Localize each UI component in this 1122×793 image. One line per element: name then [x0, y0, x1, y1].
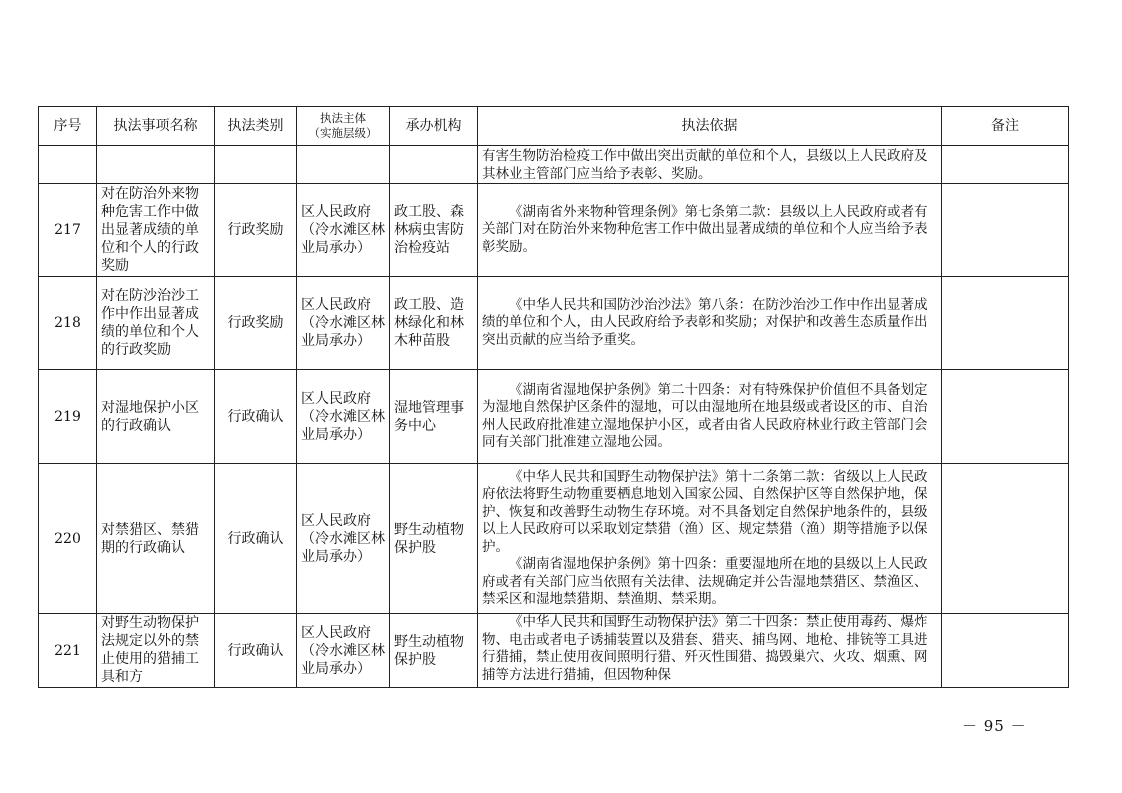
cell-basis — [478, 370, 942, 464]
header-org: 承办机构 — [390, 107, 478, 146]
cell-remark — [942, 146, 1069, 184]
cell-category: 行政确认 — [215, 614, 297, 688]
cell-org: 野生动植物保护股 — [390, 614, 478, 688]
cell-name: 对禁猎区、禁猎期的行政确认 — [97, 464, 215, 614]
cell-seq — [39, 146, 97, 184]
cell-category: 行政奖励 — [215, 184, 297, 277]
cell-basis — [478, 184, 942, 277]
table-row — [39, 464, 1069, 614]
cell-seq: 220 — [39, 464, 97, 614]
cell-body: 区人民政府（冷水滩区林业局承办） — [297, 614, 390, 688]
cell-org — [390, 146, 478, 184]
cell-basis — [478, 277, 942, 370]
cell-category: 行政确认 — [215, 370, 297, 464]
cell-body: 区人民政府（冷水滩区林业局承办） — [297, 184, 390, 277]
cell-name: 对野生动物保护法规定以外的禁止使用的猎捕工具和方 — [97, 614, 215, 688]
header-body — [297, 107, 390, 146]
cell-name: 对湿地保护小区的行政确认 — [97, 370, 215, 464]
cell-name: 对在防治外来物种危害工作中做出显著成绩的单位和个人的行政奖励 — [97, 184, 215, 277]
basis-paragraph: 《湖南省湿地保护条例》第十四条：重要湿地所在地的县级以上人民政府或者有关部门应当依照有关法律、法规确定并公告湿地禁猎区、禁渔区、禁采区和湿地禁猎期、禁渔期、禁采期。 — [482, 556, 928, 607]
cell-category: 行政确认 — [215, 464, 297, 614]
table-row — [39, 146, 1069, 184]
basis-paragraph: 《中华人民共和国野生动物保护法》第二十四条：禁止使用毒药、爆炸物、电击或者电子诱捕装置以及猎套、猎夹、捕鸟网、地枪、排铳等工具进行猎捕，禁止使用夜间照明行猎、歼灭性围猎、捣毁巢穴、火攻、烟熏、网捕等方法进行猎捕，但因物种保 — [482, 614, 928, 683]
cell-org: 野生动植物保护股 — [390, 464, 478, 614]
cell-category: 行政奖励 — [215, 277, 297, 370]
table-header-row — [39, 107, 1069, 146]
cell-basis — [478, 614, 942, 688]
cell-org: 湿地管理事务中心 — [390, 370, 478, 464]
header-seq: 序号 — [39, 107, 97, 146]
cell-category — [215, 146, 297, 184]
cell-body: 区人民政府（冷水滩区林业局承办） — [297, 277, 390, 370]
cell-body: 区人民政府（冷水滩区林业局承办） — [297, 370, 390, 464]
cell-name: 对在防沙治沙工作中作出显著成绩的单位和个人的行政奖励 — [97, 277, 215, 370]
basis-paragraph: 《湖南省湿地保护条例》第二十四条：对有特殊保护价值但不具备划定为湿地自然保护区条件的湿地，可以由湿地所在地县级或者设区的市、自治州人民政府批准建立湿地保护小区，或者由省人民政府林业行政主管部门会同有关部门批准建立湿地公园。 — [482, 381, 928, 450]
cell-body — [297, 146, 390, 184]
header-category: 执法类别 — [215, 107, 297, 146]
basis-paragraph: 《中华人民共和国防沙治沙法》第八条：在防沙治沙工作中作出显著成绩的单位和个人，由人民政府给予表彰和奖励；对保护和改善生态质量作出突出贡献的应当给予重奖。 — [482, 296, 928, 348]
page-number: － 95 － — [962, 717, 1027, 735]
cell-name — [97, 146, 215, 184]
header-basis: 执法依据 — [478, 107, 942, 146]
cell-basis — [478, 146, 942, 184]
table-row — [39, 370, 1069, 464]
cell-body: 区人民政府（冷水滩区林业局承办） — [297, 464, 390, 614]
header-body-line1: 执法主体 — [320, 111, 366, 125]
table-row — [39, 614, 1069, 688]
cell-remark — [942, 277, 1069, 370]
cell-basis — [478, 464, 942, 614]
cell-seq: 218 — [39, 277, 97, 370]
cell-seq: 217 — [39, 184, 97, 277]
basis-paragraph: 有害生物防治检疫工作中做出突出贡献的单位和个人，县级以上人民政府及其林业主管部门应当给予表彰、奖励。 — [482, 148, 928, 182]
enforcement-table — [38, 106, 1069, 688]
cell-remark — [942, 464, 1069, 614]
basis-paragraph: 《中华人民共和国野生动物保护法》第十二条第二款：省级以上人民政府依法将野生动物重要栖息地划入国家公园、自然保护区等自然保护地，保护、恢复和改善野生动物生存环境。对不具备划定自然保护地条件的，县级以上人民政府可以采取划定禁猎（渔）区、规定禁猎（渔）期等措施予以保护。 — [482, 468, 928, 555]
header-body-line2: （实施层级） — [308, 126, 378, 140]
cell-remark — [942, 184, 1069, 277]
basis-paragraph: 《湖南省外来物种管理条例》第七条第二款：县级以上人民政府或者有关部门对在防治外来物种危害工作中做出显著成绩的单位和个人应当给予表彰奖励。 — [482, 203, 928, 255]
header-name: 执法事项名称 — [97, 107, 215, 146]
table-row — [39, 184, 1069, 277]
cell-seq: 221 — [39, 614, 97, 688]
header-remark: 备注 — [942, 107, 1069, 146]
table-row — [39, 277, 1069, 370]
cell-remark — [942, 614, 1069, 688]
cell-seq: 219 — [39, 370, 97, 464]
cell-org: 政工股、造林绿化和林木种苗股 — [390, 277, 478, 370]
cell-org: 政工股、森林病虫害防治检疫站 — [390, 184, 478, 277]
cell-remark — [942, 370, 1069, 464]
